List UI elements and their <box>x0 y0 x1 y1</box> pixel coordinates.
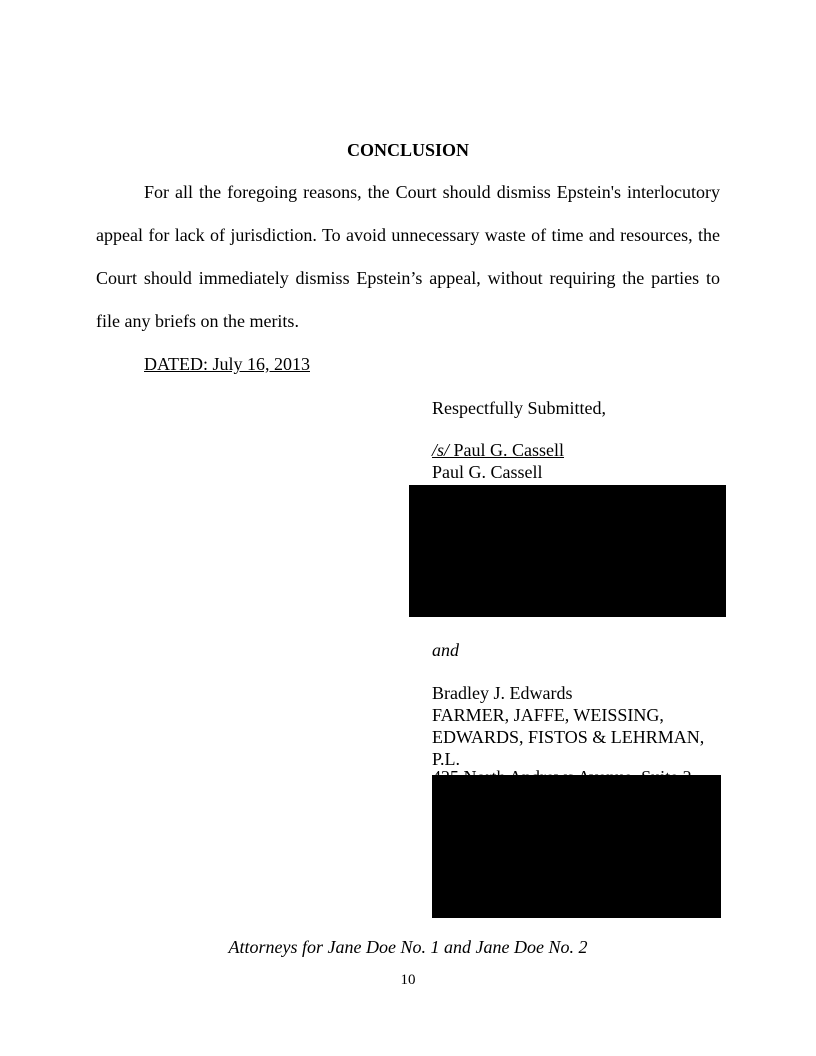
dated-line: DATED: July 16, 2013 <box>144 354 310 374</box>
firm-name-line: P.L. <box>432 749 461 769</box>
signature-prefix: /s/ <box>432 440 450 460</box>
printed-name: Paul G. Cassell <box>432 462 543 482</box>
respectfully-submitted: Respectfully Submitted, <box>432 398 606 418</box>
conjunction-and: and <box>432 640 459 660</box>
firm-name-line: EDWARDS, FISTOS & LEHRMAN, <box>432 727 705 747</box>
firm-name-line: FARMER, JAFFE, WEISSING, <box>432 705 664 725</box>
redaction-box <box>432 775 721 918</box>
attorneys-for-line: Attorneys for Jane Doe No. 1 and Jane Doe No. 2 <box>228 937 588 957</box>
redaction-box <box>409 485 726 617</box>
signature-name: Paul G. Cassell <box>449 440 565 460</box>
electronic-signature <box>432 439 564 461</box>
co-counsel-name: Bradley J. Edwards <box>432 683 573 703</box>
page-number: 10 <box>400 972 416 988</box>
conclusion-paragraph: For all the foregoing reasons, the Court should dismiss Epstein's interlocutory appeal for lack of jurisdiction. To avoid unnecessary waste of time and resources, the Court should immediately dismiss Epstein’s appeal, without requiring the parties to file any briefs on the merits. <box>96 182 720 331</box>
section-heading: CONCLUSION <box>346 140 470 160</box>
